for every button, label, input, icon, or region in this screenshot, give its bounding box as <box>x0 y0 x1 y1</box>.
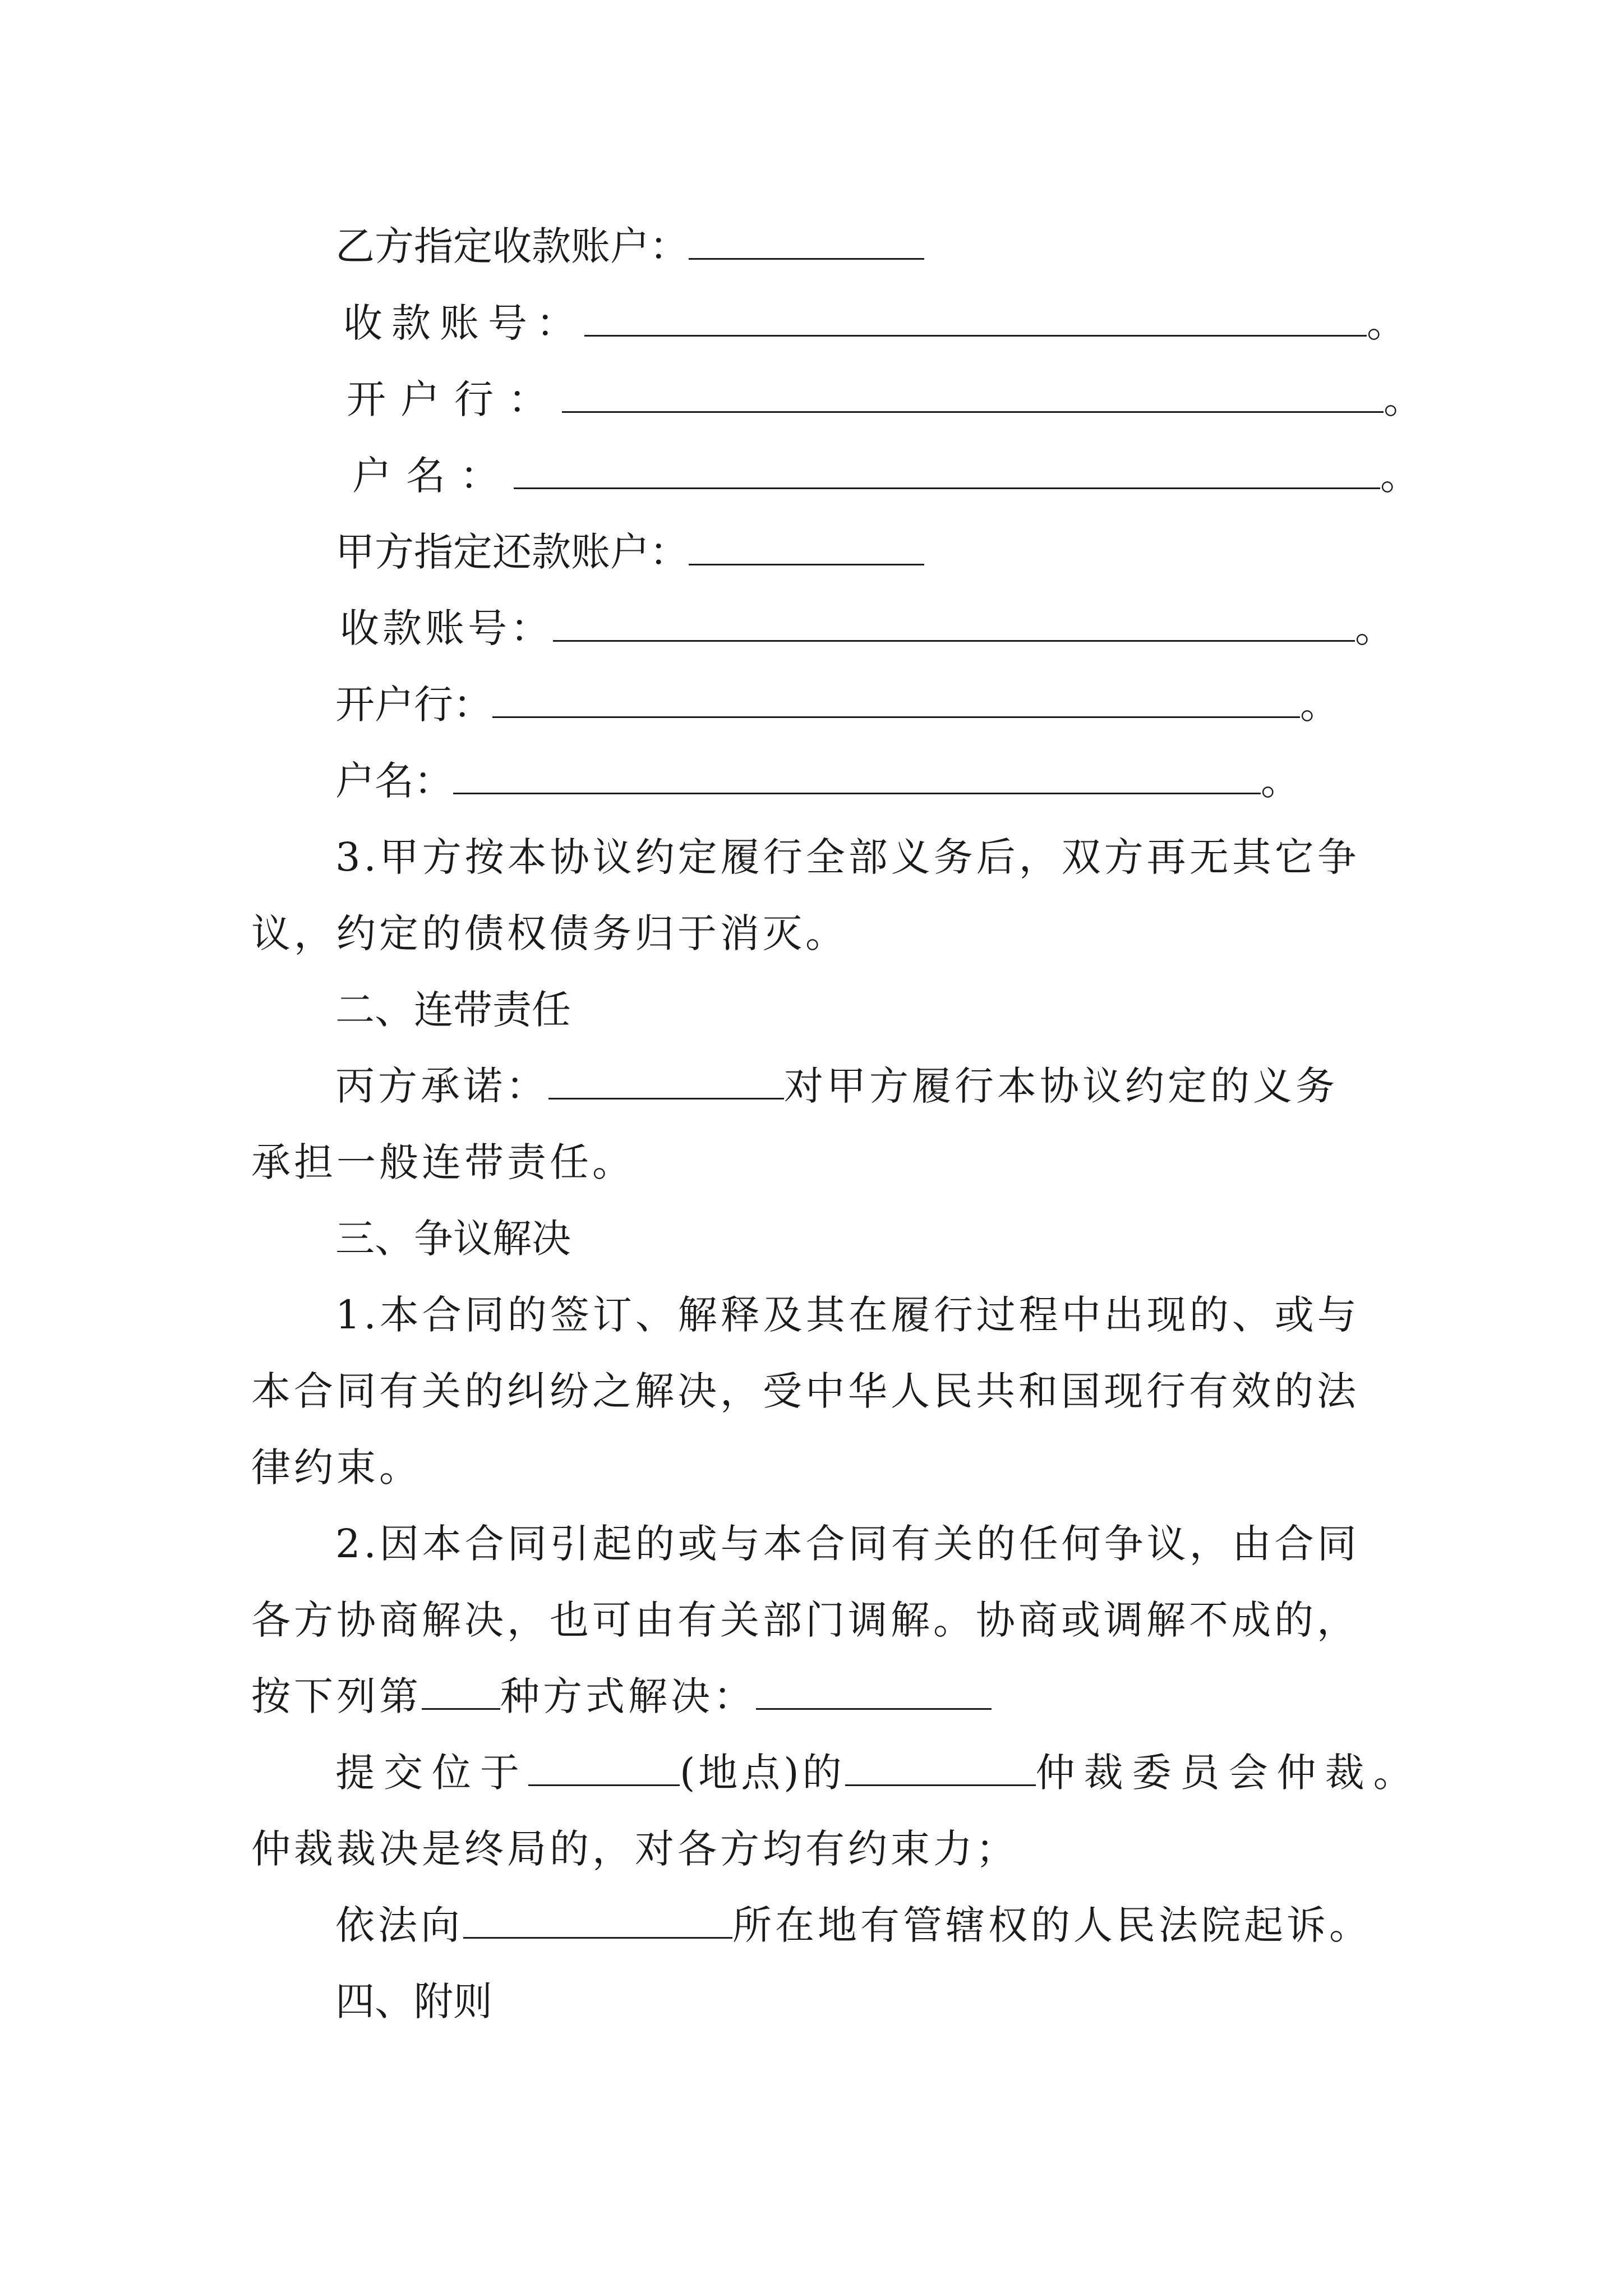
clause-text: (地点)的 <box>680 1750 845 1796</box>
clause-text: 各方协商解决，也可由有关部门调解。协商或调解不成的， <box>251 1597 1359 1643</box>
period: 。 <box>1355 605 1394 651</box>
period: 。 <box>1384 376 1423 422</box>
method-number-blank[interactable] <box>422 1678 500 1710</box>
repay-account-name-line <box>335 758 1300 804</box>
account-number-label: 收款账号： <box>343 300 584 346</box>
clause-text: 仲裁裁决是终局的，对各方均有约束力； <box>251 1826 1018 1872</box>
clause-text: 按下列第 <box>251 1673 422 1719</box>
receive-account-label: 乙方指定收款账户： <box>335 223 689 269</box>
repay-account-label: 甲方指定还款账户： <box>335 529 689 575</box>
clause-3-line-2 <box>251 910 848 956</box>
repay-account-line <box>335 529 924 575</box>
account-name-label: 户名： <box>352 453 514 499</box>
dispute-clause-2-line-2 <box>251 1597 1359 1643</box>
arbitration-line-2 <box>251 1826 1018 1872</box>
arbitration-line <box>335 1750 1422 1796</box>
guarantor-line <box>335 1063 1338 1109</box>
section-3-heading <box>335 1216 571 1262</box>
receive-bank-line <box>347 376 1423 422</box>
court-location-blank[interactable] <box>463 1907 732 1939</box>
repay-account-number-line <box>340 605 1394 651</box>
period: 。 <box>1380 453 1419 499</box>
dispute-method-line <box>251 1673 992 1719</box>
bank-blank[interactable] <box>562 381 1384 413</box>
clause-text: 议，约定的债权债务归于消灭。 <box>251 910 848 956</box>
heading-text: 三、争议解决 <box>335 1216 571 1262</box>
bank-blank[interactable] <box>492 686 1300 718</box>
repay-account-blank[interactable] <box>689 533 924 565</box>
clause-text: 承担一般连带责任。 <box>251 1139 635 1185</box>
dispute-clause-1-line-1 <box>335 1292 1360 1338</box>
section-4-heading <box>335 1978 492 2024</box>
clause-text: 所在地有管辖权的人民法院起诉。 <box>732 1902 1372 1948</box>
receive-account-blank[interactable] <box>689 228 924 260</box>
clause-text: 3.甲方按本协议约定履行全部义务后，双方再无其它争 <box>335 834 1360 880</box>
account-number-label: 收款账号： <box>340 605 553 651</box>
clause-text: 依法向 <box>335 1902 463 1948</box>
arbitration-location-blank[interactable] <box>528 1754 680 1786</box>
clause-text: 2.因本合同引起的或与本合同有关的任何争议，由合同 <box>335 1521 1360 1567</box>
arbitration-commission-blank[interactable] <box>845 1754 1036 1786</box>
account-name-blank[interactable] <box>453 762 1261 794</box>
account-name-blank[interactable] <box>514 457 1380 489</box>
period: 。 <box>1261 758 1300 804</box>
clause-text: 本合同有关的纠纷之解决，受中华人民共和国现行有效的法 <box>251 1368 1359 1414</box>
clause-text: 仲裁委员会仲裁。 <box>1035 1750 1422 1796</box>
period: 。 <box>1367 300 1406 346</box>
bank-label: 开户行： <box>335 682 492 728</box>
account-name-label: 户名： <box>335 758 453 804</box>
receive-account-name-line <box>352 453 1419 499</box>
bank-label: 开户行： <box>347 376 562 422</box>
section-2-heading <box>335 987 571 1033</box>
method-blank[interactable] <box>756 1678 992 1710</box>
clause-3-line-1 <box>335 834 1360 880</box>
clause-text: 1.本合同的签订、解释及其在履行过程中出现的、或与 <box>335 1292 1360 1338</box>
receive-account-number-line <box>343 300 1406 346</box>
period: 。 <box>1300 682 1339 728</box>
clause-text: 种方式解决： <box>500 1673 756 1719</box>
heading-text: 四、附则 <box>335 1978 492 2024</box>
clause-text: 律约束。 <box>251 1444 422 1490</box>
clause-text: 对甲方履行本协议约定的义务 <box>784 1063 1338 1109</box>
receive-account-line <box>335 223 924 269</box>
dispute-clause-1-line-2 <box>251 1368 1359 1414</box>
guarantor-blank[interactable] <box>548 1068 784 1099</box>
guarantor-line-2 <box>251 1139 635 1185</box>
account-number-blank[interactable] <box>584 305 1367 337</box>
heading-text: 二、连带责任 <box>335 987 571 1033</box>
clause-text: 提交位于 <box>335 1750 528 1796</box>
litigation-line <box>335 1902 1372 1948</box>
account-number-blank[interactable] <box>553 610 1355 642</box>
dispute-clause-1-line-3 <box>251 1444 422 1490</box>
dispute-clause-2-line-1 <box>335 1521 1360 1567</box>
guarantor-label: 丙方承诺： <box>335 1063 548 1109</box>
repay-bank-line <box>335 682 1339 728</box>
